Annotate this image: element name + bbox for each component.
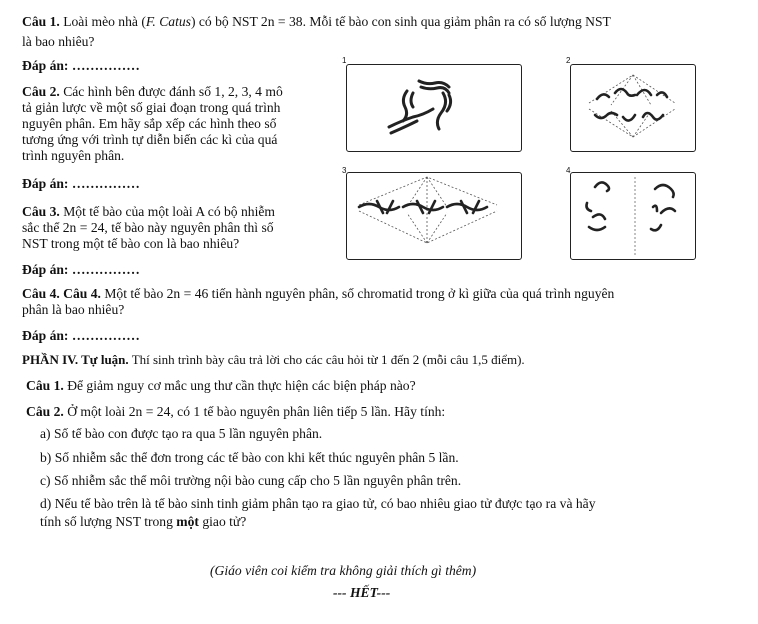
question-3-line-3: NST trong một tế bào con là bao nhiêu? <box>22 236 240 251</box>
end-marker: --- HẾT--- <box>333 585 391 600</box>
essay-2-part-d-line-2 <box>40 514 246 530</box>
question-4-label: Câu 4. Câu 4. <box>22 286 101 301</box>
question-1-label: Câu 1. <box>22 14 60 29</box>
footer-note: (Giáo viên coi kiểm tra không giải thích gì thêm) <box>210 563 477 578</box>
answer-3-label: Đáp án: …………… <box>22 262 140 277</box>
essay-2 <box>26 404 445 420</box>
figure-4-number: 4 <box>566 166 571 175</box>
figure-1-chromosomes-icon <box>347 65 521 151</box>
figure-3-metaphase-cell <box>346 172 522 260</box>
question-1-line-1 <box>22 14 611 30</box>
answer-2-label: Đáp án: …………… <box>22 176 140 191</box>
essay-1-text: Để giảm nguy cơ mắc ung thư cần thực hiện các biện pháp nào? <box>67 378 416 393</box>
essay-2-part-d-emphasis: một <box>176 514 199 529</box>
species-name: F. Catus <box>145 14 191 29</box>
answer-4-label: Đáp án: …………… <box>22 328 140 343</box>
essay-2-part-d-text-c: giao tử? <box>198 514 247 529</box>
question-2-line-2: tả giản lược về một số giai đoạn trong quá trình <box>22 100 281 115</box>
question-3-text-1: Một tế bào của một loài A có bộ nhiễm <box>63 204 275 219</box>
essay-2-part-a: a) Số tế bào con được tạo ra qua 5 lần nguyên phân. <box>40 426 323 441</box>
question-2-line-5: trình nguyên phân. <box>22 148 125 163</box>
question-2-line-4: tương ứng với trình tự diễn biến các kì của quá <box>22 132 278 147</box>
part-4-instructions: Thí sinh trình bày câu trả lời cho các câu hỏi từ 1 đến 2 (mỗi câu 1,5 điểm). <box>131 352 525 367</box>
essay-1 <box>26 378 416 394</box>
essay-2-text: Ở một loài 2n = 24, có 1 tế bào nguyên phân liên tiếp 5 lần. Hãy tính: <box>67 404 446 419</box>
figure-2-spindle-icon <box>571 65 695 151</box>
figure-4-chromosomes-icon <box>571 173 695 259</box>
question-4-line-2: phân là bao nhiêu? <box>22 302 125 317</box>
answer-1-label: Đáp án: …………… <box>22 58 140 73</box>
question-3-label: Câu 3. <box>22 204 60 219</box>
question-2-line-1 <box>22 84 283 100</box>
essay-2-label: Câu 2. <box>26 404 64 419</box>
part-4-heading <box>22 352 525 368</box>
figure-2-cell <box>570 64 696 152</box>
figure-3-spindle-icon <box>347 173 521 259</box>
question-3-line-2: sắc thể 2n = 24, tế bào này nguyên phân thì số <box>22 220 274 235</box>
figure-1-number: 1 <box>342 56 347 65</box>
figure-1-prophase-cell <box>346 64 522 152</box>
question-2-line-3: nguyên phân. Em hãy sắp xếp các hình theo số <box>22 116 277 131</box>
part-4-label: PHẦN IV. Tự luận. <box>22 352 129 367</box>
figure-2-number: 2 <box>566 56 571 65</box>
question-2-text-1: Các hình bên được đánh số 1, 2, 3, 4 mô <box>63 84 283 99</box>
essay-1-label: Câu 1. <box>26 378 64 393</box>
question-1-text-b: ) có bộ NST 2n = 38. Mỗi tế bào con sinh qua giảm phân ra có số lượng NST <box>190 14 611 29</box>
essay-2-part-d-text-a: tính số lượng NST trong <box>40 514 177 529</box>
figure-4-telophase-cell <box>570 172 696 260</box>
question-1-line-2: là bao nhiêu? <box>22 34 95 49</box>
question-4-line-1 <box>22 286 614 302</box>
question-2-label: Câu 2. <box>22 84 60 99</box>
figure-3-number: 3 <box>342 166 347 175</box>
question-1-text-a: Loài mèo nhà ( <box>63 14 146 29</box>
essay-2-part-d-line-1: d) Nếu tế bào trên là tế bào sinh tinh giảm phân tạo ra giao tử, có bao nhiêu giao tử được tạo ra và hãy <box>40 496 596 511</box>
essay-2-part-c: c) Số nhiễm sắc thể môi trường nội bào cung cấp cho 5 lần nguyên phân trên. <box>40 473 462 488</box>
question-4-text-1: Một tế bào 2n = 46 tiến hành nguyên phân, số chromatid trong ở kì giữa của quá trình nguyên <box>104 286 615 301</box>
question-3-line-1 <box>22 204 275 220</box>
essay-2-part-b: b) Số nhiễm sắc thể đơn trong các tế bào con khi kết thúc nguyên phân 5 lần. <box>40 450 459 465</box>
